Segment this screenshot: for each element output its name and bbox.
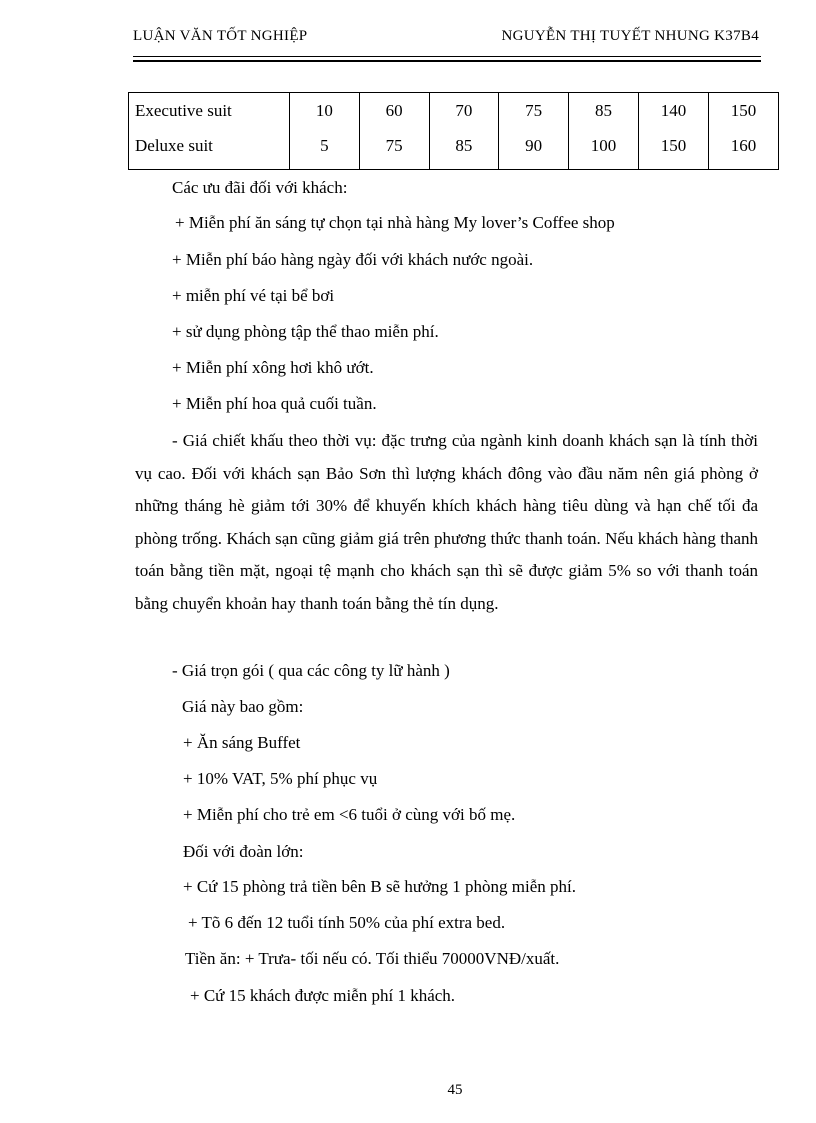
table-cell [289,93,359,170]
page-number: 45 [447,1082,463,1098]
header-left: LUẬN VĂN TỐT NGHIỆP [133,28,308,44]
header-rule-thin [133,56,761,57]
package-item: + Ăn sáng Buffet [183,733,301,752]
table-value: 85 [595,101,613,120]
offer-item: + Miễn phí hoa quả cuối tuần. [172,394,377,413]
table-cell [499,93,569,170]
header-right: NGUYỄN THỊ TUYẾT NHUNG K37B4 [501,28,759,44]
table-value: 100 [590,136,617,155]
offer-item: + miễn phí vé tại bể bơi [172,286,335,305]
offer-item: + Miễn phí ăn sáng tự chọn tại nhà hàng My lover’s Coffee shop [175,213,615,232]
meal-line-2: + Cứ 15 khách được miễn phí 1 khách. [190,986,456,1005]
table-value: 90 [525,136,543,155]
row-label-deluxe: Deluxe suit [135,136,213,155]
meal-line: Tiền ăn: + Trưa- tối nếu có. Tối thiểu 70000VNĐ/xuất. [185,949,560,968]
table-value: 60 [385,101,403,120]
table-cell [429,93,499,170]
offer-item: + Miễn phí báo hàng ngày đối với khách nước ngoài. [172,250,534,269]
table-cell [639,93,709,170]
room-rate-table [128,92,779,170]
group-label: Đối với đoàn lớn: [183,842,304,861]
table-cell [359,93,429,170]
table-value: 85 [455,136,473,155]
table-row [129,93,779,170]
row-label-executive: Executive suit [135,101,232,120]
package-heading: - Giá trọn gói ( qua các công ty lữ hành ) [172,661,450,680]
table-value: 160 [730,136,757,155]
package-item: + 10% VAT, 5% phí phục vụ [183,769,378,788]
package-includes-label: Giá này bao gồm: [182,697,304,716]
table-cell [708,93,778,170]
table-cell [569,93,639,170]
table-value: 70 [455,101,473,120]
offer-item: + sử dụng phòng tập thể thao miễn phí. [172,322,439,341]
group-item: + Tõ 6 đến 12 tuổi tính 50% của phí extra bed. [188,913,506,932]
seasonal-pricing-paragraph: - Giá chiết khấu theo thời vụ: đặc trưng của ngành kinh doanh khách sạn là tính thời vụ cao. Đối với khách sạn Bảo Sơn thì lượng khách đông vào đầu năm nên giá phòng ở những tháng hè giảm tới 30% để khuyến khích khách hàng tiêu dùng và hạn chế tối đa phòng trống. Khách sạn cũng giảm giá trên phương thức thanh toán. Nếu khách hàng thanh toán bằng tiền mặt, ngoại tệ mạnh cho khách sạn thì sẽ được giảm 5% so với thanh toán bằng chuyển khoản hay thanh toán bằng thẻ tín dụng. [135,431,758,613]
table-value: 10 [315,101,333,120]
offers-heading: Các ưu đãi đối với khách: [172,178,348,197]
table-value: 5 [320,136,329,155]
table-value: 75 [385,136,403,155]
package-item: + Miễn phí cho trẻ em <6 tuổi ở cùng với bố mẹ. [183,805,516,824]
table-cell-label [129,93,290,170]
table-value: 150 [660,136,687,155]
group-item: + Cứ 15 phòng trả tiền bên B sẽ hưởng 1 phòng miễn phí. [183,877,577,896]
header-rule-thick [133,60,761,62]
offer-item: + Miễn phí xông hơi khô ướt. [172,358,374,377]
table-value: 75 [525,101,543,120]
table-value: 150 [730,101,757,120]
table-value: 140 [660,101,687,120]
